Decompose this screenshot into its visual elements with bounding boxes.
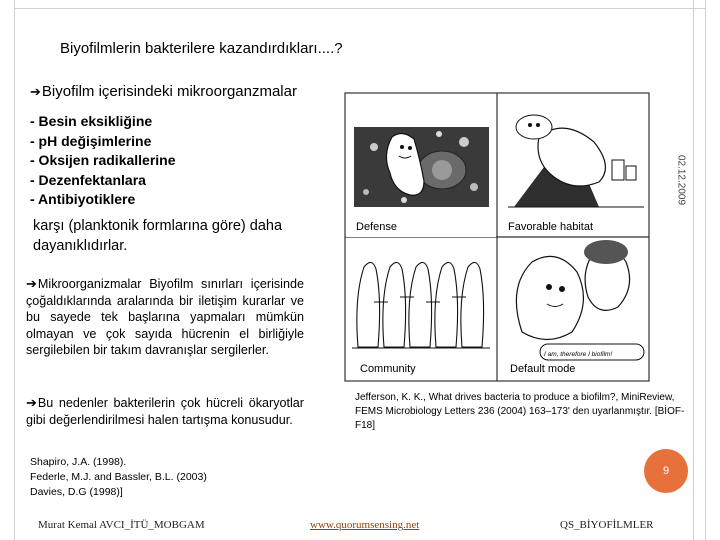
slide-title: Biyofilmlerin bakterilere kazandırdıkları....? (60, 40, 343, 57)
panel-label-community: Community (360, 363, 416, 375)
arrow-right-icon: ➔ (26, 276, 37, 291)
bullet-item: - Besin eksikliğine (30, 113, 153, 129)
frame-line-right-inner (693, 0, 694, 540)
frame-line-left (14, 0, 15, 540)
paragraph-communication (26, 276, 304, 359)
paragraph-eukaryote (26, 395, 304, 428)
panel-label-default-mode: Default mode (510, 363, 576, 375)
bullet-list (30, 112, 176, 210)
speech-bubble-text: I am, therefore I biofilm! (544, 351, 613, 358)
panel-label-favorable-habitat: Favorable habitat (508, 221, 593, 233)
panel-label-defense: Defense (356, 221, 397, 233)
footer-course: QS_BİYOFİLMLER (560, 519, 654, 531)
biofilm-cartoon (344, 92, 650, 382)
source-citation: Jefferson, K. K., What drives bacteria to produce a biofilm?, MiniReview, FEMS Microbiology Letters 236 (2004) 163–173' den uyarlanmıştır. [BİOF-F18] (355, 392, 685, 431)
reference-item: Federle, M.J. and Bassler, B.L. (2003) (30, 471, 207, 483)
frame-line-right-outer (705, 0, 706, 540)
footer-link[interactable]: www.quorumsensing.net (310, 519, 420, 531)
slide-subtitle (30, 83, 297, 100)
bullet-item: - Oksijen radikallerine (30, 152, 176, 168)
panel-defense (346, 127, 496, 237)
bullet-item: - Antibiyotiklere (30, 191, 136, 207)
arrow-right-icon: ➔ (26, 395, 37, 410)
subtitle-text: Biyofilm içerisindeki mikroorganzmalar (41, 83, 297, 100)
paragraph-eukaryote-text: Bu nedenler bakterilerin çok hücreli ökaryotlar gibi değerlendirilmesi halen tartışma konusudur. (26, 396, 304, 427)
slide-date-text: 02.12.2009 (675, 154, 687, 206)
reference-list (30, 455, 207, 500)
footer-author: Murat Kemal AVCI_İTÜ_MOBGAM (38, 519, 205, 531)
arrow-right-icon: ➔ (30, 84, 41, 99)
page-number-badge (644, 449, 688, 493)
bullet-item: - pH değişimlerine (30, 132, 152, 149)
frame-line-top (14, 8, 706, 9)
page-number: 9 (662, 465, 670, 477)
paragraph-communication-text: Mikroorganizmalar Biyofilm sınırları içerisinde çoğaldıklarında aralarında bir iletişim kurarlar ve bu sayede tek başlarına yapmaları mümkün olmayan ve çok sayıda hücrenin el birliğiyle sergilebilen bir takım davranışlar sergilerler. (26, 277, 304, 357)
resistance-text: karşı (planktonik formlarına göre) daha dayanıklıdırlar. (33, 218, 283, 254)
reference-item: Shapiro, J.A. (1998). (30, 456, 127, 468)
reference-item: Davies, D.G (1998)] (30, 486, 123, 498)
slide-date (675, 150, 687, 210)
bullet-item: - Dezenfektanlara (30, 171, 146, 188)
